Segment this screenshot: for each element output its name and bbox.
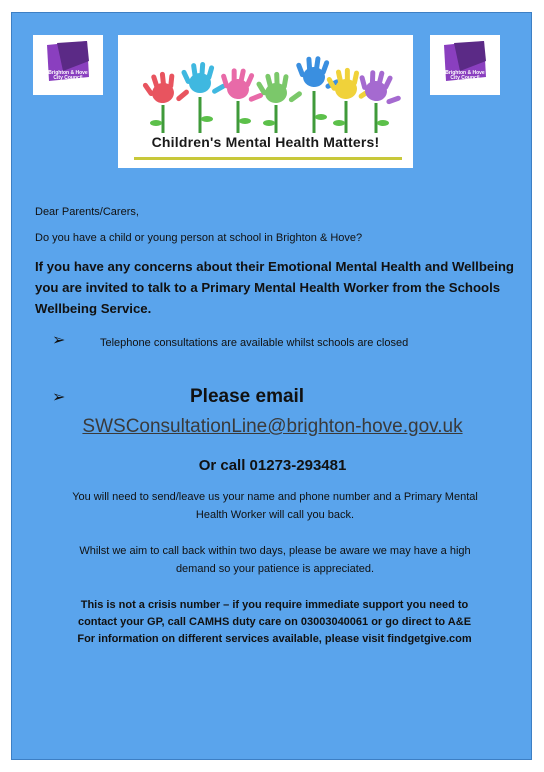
council-logo-text: Brighton & Hove City Council [48, 70, 88, 81]
council-logo-right [430, 35, 500, 95]
question: Do you have a child or young person at school in Brighton & Hove? [35, 232, 363, 244]
banner-image [118, 35, 413, 168]
painted-hand-icon [181, 62, 227, 95]
council-logo-text: Brighton & Hove City Council [445, 70, 485, 81]
bullet-arrow-icon: ➢ [52, 332, 66, 349]
bullet-arrow-icon: ➢ [52, 389, 66, 406]
crisis-warning: This is not a crisis number – if you require immediate support you need to contact your GP, call CAMHS duty care on 03003040061 or go direct to A&E [77, 599, 472, 628]
send-details-info: You will need to send/leave us your name and phone number and a Primary Mental Health Worker will call you back. [72, 491, 478, 521]
phone-number: Or call 01273-293481 [198, 457, 347, 474]
banner-title: Children's Mental Health Matters! [151, 134, 380, 150]
please-email-heading: Please email [190, 386, 305, 407]
flyer-page [11, 12, 532, 760]
greeting: Dear Parents/Carers, [35, 206, 139, 218]
email-link-wrapper [12, 416, 533, 438]
painted-hand-icon [255, 69, 304, 106]
invitation-paragraph: If you have any concerns about their Emotional Mental Health and Wellbeing you are invited to talk to a Primary Mental Health Worker from the Schools Wellbeing Service. [35, 259, 514, 316]
findgetgive-info: For information on different services available, please visit findgetgive.com [77, 633, 472, 645]
callback-info: Whilst we aim to call back within two days, please be aware we may have a high demand so your patience is appreciated. [79, 545, 471, 575]
telephone-consultations-note: Telephone consultations are available whilst schools are closed [100, 337, 409, 349]
painted-hand-icon [355, 67, 406, 107]
banner-underline [134, 157, 402, 160]
email-link[interactable]: SWSConsultationLine@brighton-hove.gov.uk [82, 416, 463, 437]
council-logo-left [33, 35, 103, 95]
